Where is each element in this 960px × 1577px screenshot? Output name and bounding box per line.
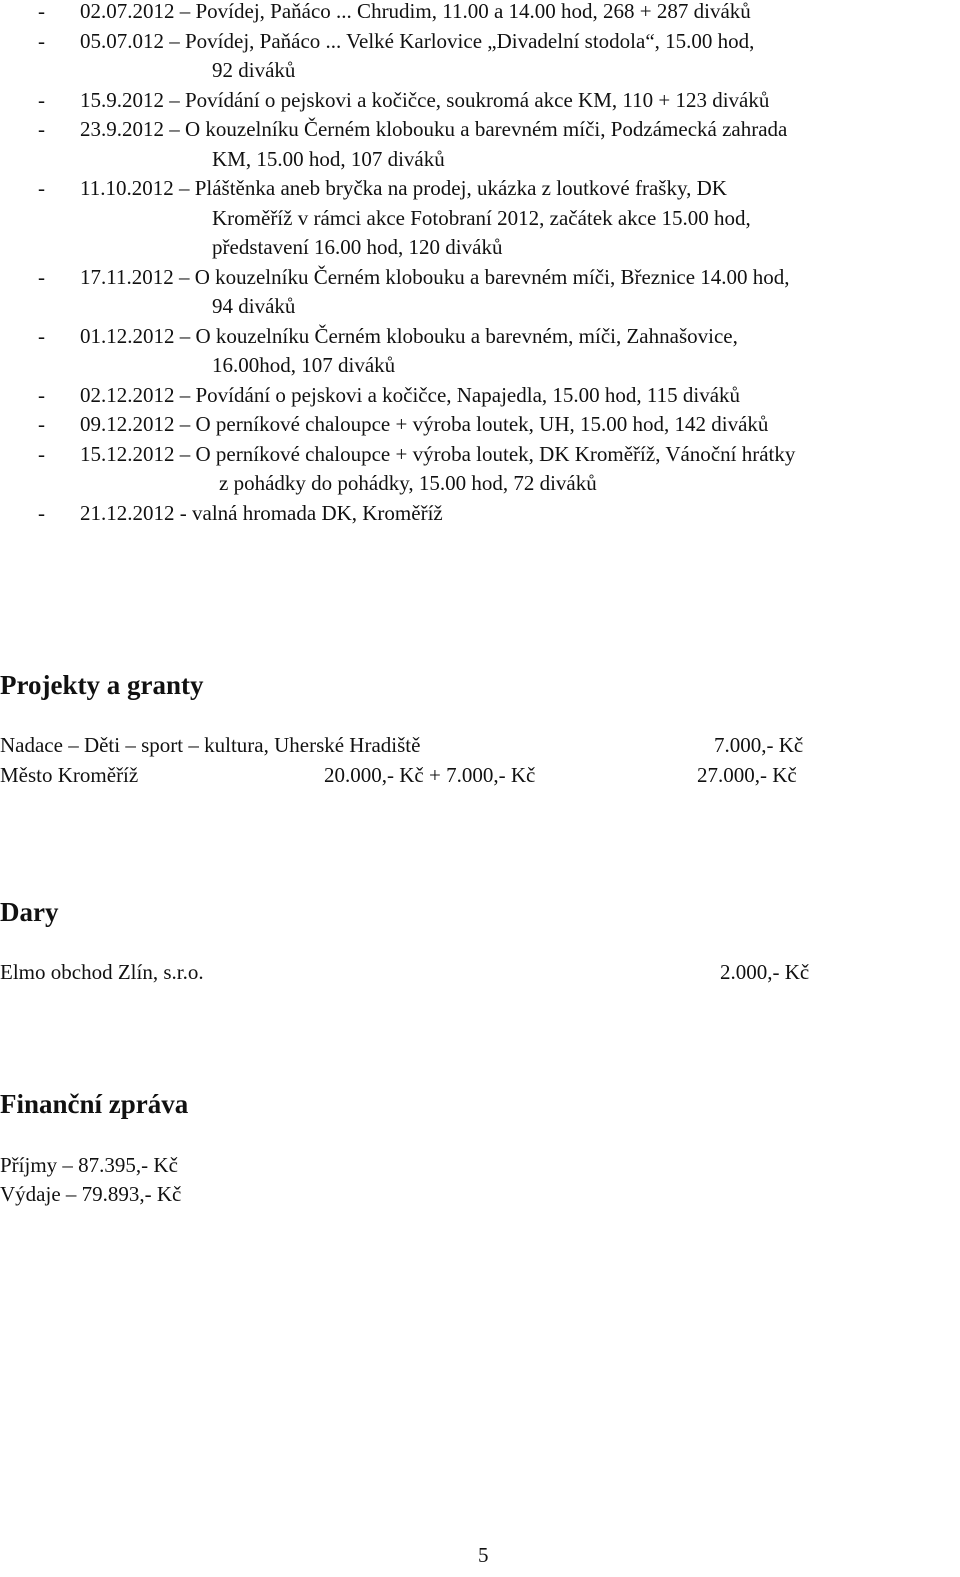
event-text: 15.9.2012 – Povídání o pejskovi a kočičce, soukromá akce KM, 110 + 123 diváků: [80, 87, 770, 112]
event-text-continued: 92 diváků: [212, 58, 296, 82]
event-text-continued: Kroměříž v rámci akce Fotobraní 2012, začátek akce 15.00 hod,: [212, 205, 751, 230]
finance-heading: Finanční zpráva: [0, 1089, 189, 1119]
project-amount: 7.000,- Kč: [714, 733, 804, 757]
list-dash: -: [38, 441, 45, 466]
donations-heading: Dary: [0, 897, 59, 927]
donation-amount: 2.000,- Kč: [720, 960, 810, 984]
project-detail: 20.000,- Kč + 7.000,- Kč: [324, 763, 536, 787]
list-dash: -: [38, 117, 45, 141]
event-text-continued: z pohádky do pohádky, 15.00 hod, 72 diváků: [219, 471, 597, 495]
event-text: 05.07.012 – Povídej, Paňáco ... Velké Karlovice „Divadelní stodola“, 15.00 hod,: [80, 28, 755, 53]
event-text: 11.10.2012 – Pláštěnka aneb bryčka na prodej, ukázka z loutkové frašky, DK: [80, 176, 727, 200]
list-dash: -: [38, 28, 45, 53]
finance-income: Příjmy – 87.395,- Kč: [0, 1153, 178, 1177]
project-name: Nadace – Děti – sport – kultura, Uherské Hradiště: [0, 733, 421, 757]
event-text: 17.11.2012 – O kouzelníku Černém klobouku a barevném míči, Březnice 14.00 hod,: [80, 264, 790, 289]
donor-name: Elmo obchod Zlín, s.r.o.: [0, 960, 204, 984]
list-dash: -: [38, 87, 45, 112]
event-text-continued: 16.00hod, 107 diváků: [212, 353, 396, 377]
event-text-continued: představení 16.00 hod, 120 diváků: [212, 235, 503, 259]
project-row: [0, 760, 138, 790]
list-dash: -: [38, 176, 45, 200]
event-text: 15.12.2012 – O perníkové chaloupce + výroba loutek, DK Kroměříž, Vánoční hrátky: [80, 441, 796, 466]
event-item: [0, 440, 960, 499]
event-list: [0, 0, 960, 528]
event-item: [0, 499, 960, 529]
donation-row: [0, 957, 204, 987]
project-amount: 27.000,- Kč: [697, 763, 797, 787]
event-item: [0, 0, 960, 27]
event-text: 02.07.2012 – Povídej, Paňáco ... Chrudim, 11.00 a 14.00 hod, 268 + 287 diváků: [80, 0, 751, 23]
list-dash: -: [38, 323, 45, 348]
event-text: 01.12.2012 – O kouzelníku Černém klobouku a barevném, míči, Zahnašovice,: [80, 323, 738, 348]
event-text: 02.12.2012 – Povídání o pejskovi a kočičce, Napajedla, 15.00 hod, 115 diváků: [80, 382, 741, 407]
event-item: [0, 174, 960, 263]
list-dash: -: [38, 500, 45, 525]
list-dash: -: [38, 382, 45, 407]
event-text: 23.9.2012 – O kouzelníku Černém klobouku a barevném míči, Podzámecká zahrada: [80, 117, 788, 141]
event-item: [0, 263, 960, 322]
page-number: 5: [478, 1543, 489, 1567]
list-dash: -: [38, 0, 45, 23]
event-item: [0, 322, 960, 381]
list-dash: -: [38, 412, 45, 436]
project-name: Město Kroměříž: [0, 763, 139, 787]
projects-heading: Projekty a granty: [0, 670, 204, 700]
event-item: [0, 381, 960, 411]
event-text-continued: 94 diváků: [212, 294, 296, 318]
event-text-continued: KM, 15.00 hod, 107 diváků: [212, 146, 445, 171]
event-item: [0, 86, 960, 116]
event-text: 21.12.2012 - valná hromada DK, Kroměříž: [80, 500, 443, 525]
event-text: 09.12.2012 – O perníkové chaloupce + výroba loutek, UH, 15.00 hod, 142 diváků: [80, 412, 769, 436]
project-row: [0, 730, 420, 760]
event-item: [0, 410, 960, 440]
event-item: [0, 27, 960, 86]
finance-expenses: Výdaje – 79.893,- Kč: [0, 1182, 182, 1206]
list-dash: -: [38, 264, 45, 289]
event-item: [0, 115, 960, 174]
